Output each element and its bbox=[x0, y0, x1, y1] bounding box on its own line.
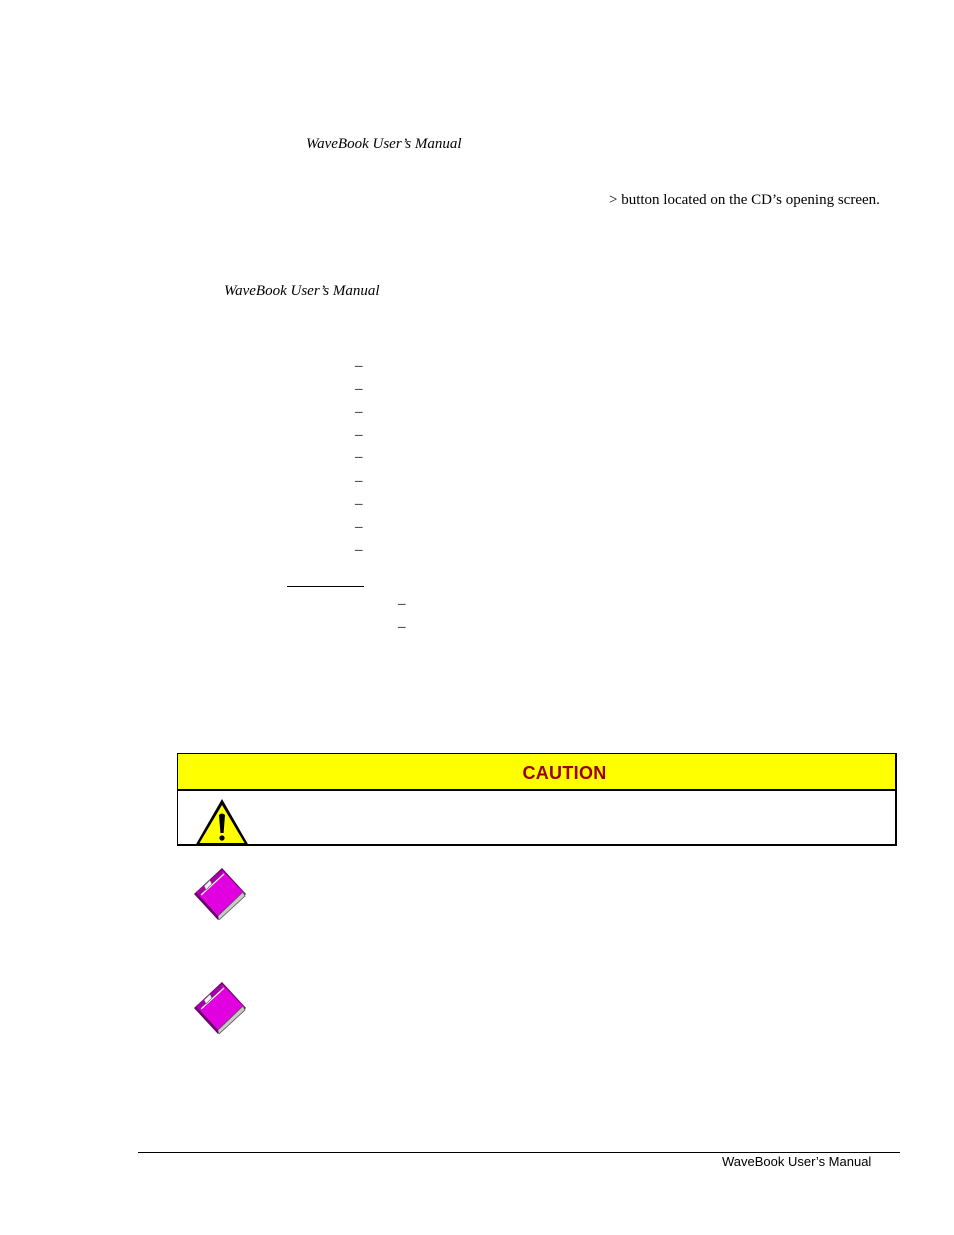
warning-triangle-icon bbox=[192, 796, 252, 848]
list-item-dash: – bbox=[355, 427, 363, 443]
list-item-dash: – bbox=[355, 381, 363, 397]
manual-title-reference: WaveBook User’s Manual bbox=[306, 136, 462, 152]
cd-button-instruction: > button located on the CD’s opening screen. bbox=[609, 192, 880, 208]
list-item-dash: – bbox=[355, 449, 363, 465]
caution-title: CAUTION bbox=[522, 763, 607, 783]
list-item-dash: – bbox=[355, 404, 363, 420]
reference-book-icon bbox=[190, 866, 250, 924]
sub-list-item-dash: – bbox=[398, 596, 406, 612]
list-item-dash: – bbox=[355, 542, 363, 558]
reference-book-icon bbox=[190, 980, 250, 1038]
caution-header bbox=[178, 754, 895, 791]
list-item-dash: – bbox=[355, 496, 363, 512]
footer-manual-title: WaveBook User’s Manual bbox=[722, 1154, 872, 1169]
caution-box bbox=[177, 753, 897, 846]
footer-rule bbox=[138, 1152, 900, 1153]
sub-list-item-dash: – bbox=[398, 619, 406, 635]
manual-title-reference: WaveBook User’s Manual bbox=[224, 283, 380, 299]
list-item-dash: – bbox=[355, 473, 363, 489]
heading-underline bbox=[287, 586, 364, 587]
list-item-dash: – bbox=[355, 519, 363, 535]
list-item-dash: – bbox=[355, 358, 363, 374]
